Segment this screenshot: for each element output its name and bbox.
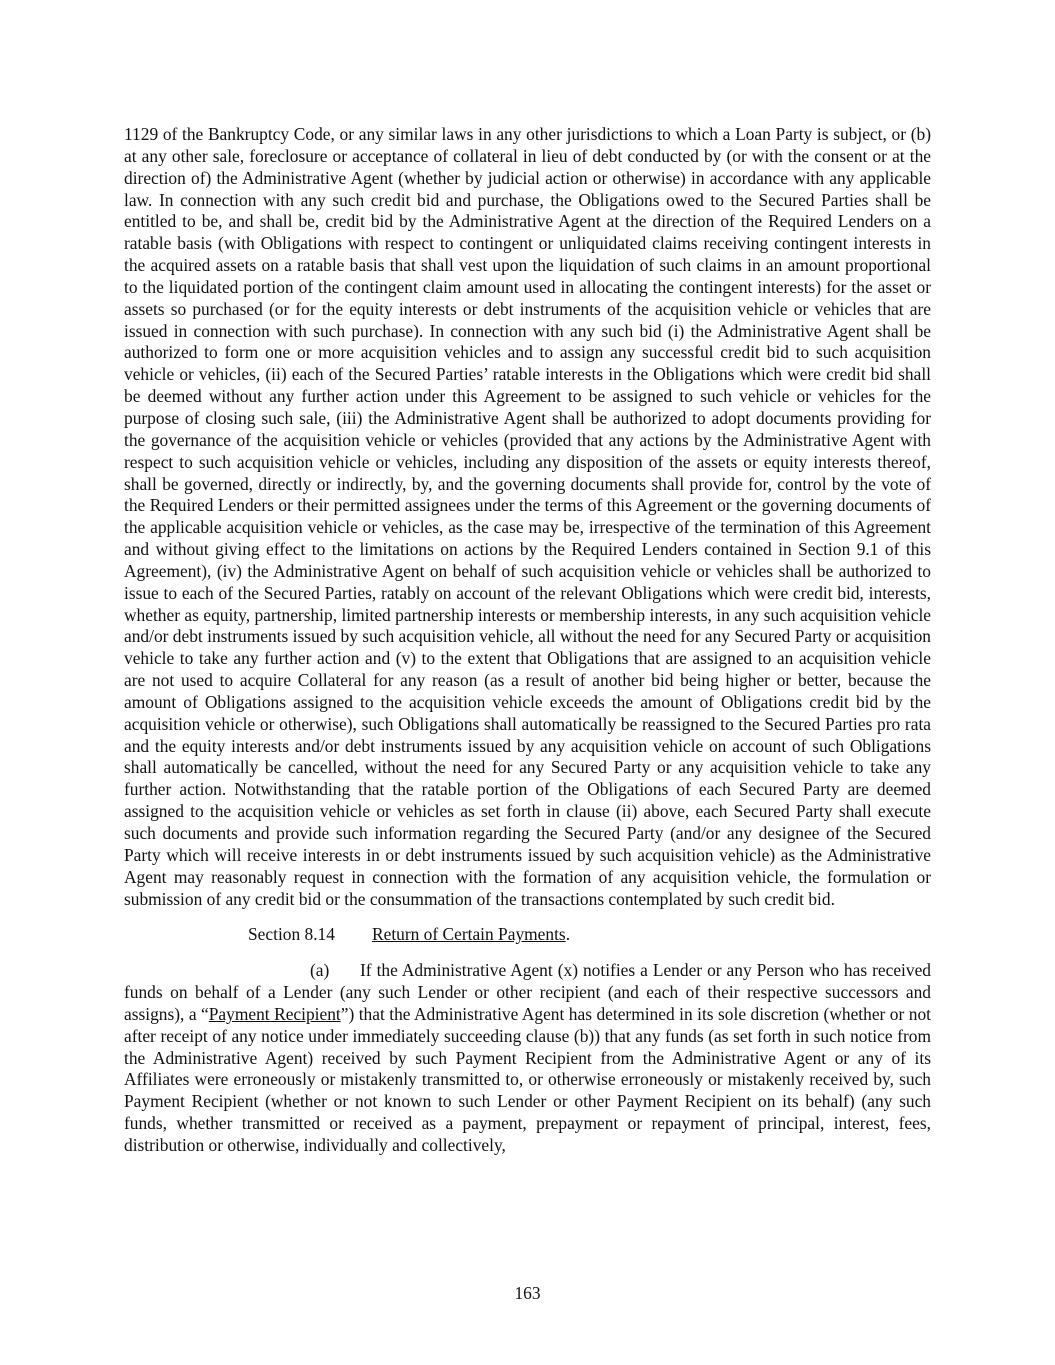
clause-label: (a) xyxy=(310,960,330,981)
clause-a-paragraph xyxy=(124,960,931,1157)
section-number: Section 8.14 xyxy=(248,924,335,945)
document-body xyxy=(124,124,931,1157)
body-paragraph: 1129 of the Bankruptcy Code, or any similar laws in any other jurisdictions to which a Loan Party is subject, or (b) at any other sale, foreclosure or acceptance of collateral in lieu of debt conducted by (or with the consent or at the direction of) the Administrative Agent (whether by judicial action or otherwise) in accordance with any applicable law. In connection with any such credit bid and purchase, the Obligations owed to the Secured Parties shall be entitled to be, and shall be, credit bid by the Administrative Agent at the direction of the Required Lenders on a ratable basis (with Obligations with respect to contingent or unliquidated claims receiving contingent interests in the acquired assets on a ratable basis that shall vest upon the liquidation of such claims in an amount proportional to the liquidated portion of the contingent claim amount used in allocating the contingent interests) for the asset or assets so purchased (or for the equity interests or debt instruments of the acquisition vehicle or vehicles that are issued in connection with such purchase). In connection with any such bid (i) the Administrative Agent shall be authorized to form one or more acquisition vehicles and to assign any successful credit bid to such acquisition vehicle or vehicles, (ii) each of the Secured Parties’ ratable interests in the Obligations which were credit bid shall be deemed without any further action under this Agreement to be assigned to such vehicle or vehicles for the purpose of closing such sale, (iii) the Administrative Agent shall be authorized to adopt documents providing for the governance of the acquisition vehicle or vehicles (provided that any actions by the Administrative Agent with respect to such acquisition vehicle or vehicles, including any disposition of the assets or equity interests thereof, shall be governed, directly or indirectly, by, and the governing documents shall provide for, control by the vote of the Required Lenders or their permitted assignees under the terms of this Agreement or the governing documents of the applicable acquisition vehicle or vehicles, as the case may be, irrespective of the termination of this Agreement and without giving effect to the limitations on actions by the Required Lenders contained in Section 9.1 of this Agreement), (iv) the Administrative Agent on behalf of such acquisition vehicle or vehicles shall be authorized to issue to each of the Secured Parties, ratably on account of the relevant Obligations which were credit bid, interests, whether as equity, partnership, limited partnership interests or membership interests, in any such acquisition vehicle and/or debt instruments issued by such acquisition vehicle, all without the need for any Secured Party or acquisition vehicle to take any further action and (v) to the extent that Obligations that are assigned to an acquisition vehicle are not used to acquire Collateral for any reason (as a result of another bid being higher or better, because the amount of Obligations assigned to the acquisition vehicle exceeds the amount of Obligations credit bid by the acquisition vehicle or otherwise), such Obligations shall automatically be reassigned to the Secured Parties pro rata and the equity interests and/or debt instruments issued by any acquisition vehicle on account of such Obligations shall automatically be cancelled, without the need for any Secured Party or any acquisition vehicle to take any further action. Notwithstanding that the ratable portion of the Obligations of each Secured Party are deemed assigned to the acquisition vehicle or vehicles as set forth in clause (ii) above, each Secured Party shall execute such documents and provide such information regarding the Secured Party (and/or any designee of the Secured Party which will receive interests in or debt instruments issued by such acquisition vehicle) as the Administrative Agent may reasonably request in connection with the formation of any acquisition vehicle, the formulation or submission of any credit bid or the consummation of the transactions contemplated by such credit bid. xyxy=(124,124,931,909)
defined-term: Payment Recipient xyxy=(208,1003,341,1024)
section-heading xyxy=(124,924,931,946)
clause-text-after-term: ”) that the Administrative Agent has determined in its sole discretion (whether or not after receipt of any notice under immediately succeeding clause (b)) that any funds (as set forth in such notice from the Administrative Agent) received by such Payment Recipient from the Administrative Agent or any of its Affiliates were erroneously or mistakenly transmitted to, or otherwise erroneously or mistakenly received by, such Payment Recipient (whether or not known to such Lender or other Payment Recipient on its behalf) (any such funds, whether transmitted or received as a payment, prepayment or repayment of principal, interest, fees, distribution or otherwise, individually and collectively, xyxy=(124,1003,931,1155)
section-title-suffix: . xyxy=(565,924,571,945)
section-title: Return of Certain Payments xyxy=(372,924,566,945)
clause-text-before-term: If the Administrative Agent (x) notifies a Lender or any Person who has received funds on behalf of a Lender (any such Lender or other recipient (and each of their respective successors and assigns), a “ xyxy=(124,960,931,1024)
page-number: 163 xyxy=(514,1283,541,1303)
